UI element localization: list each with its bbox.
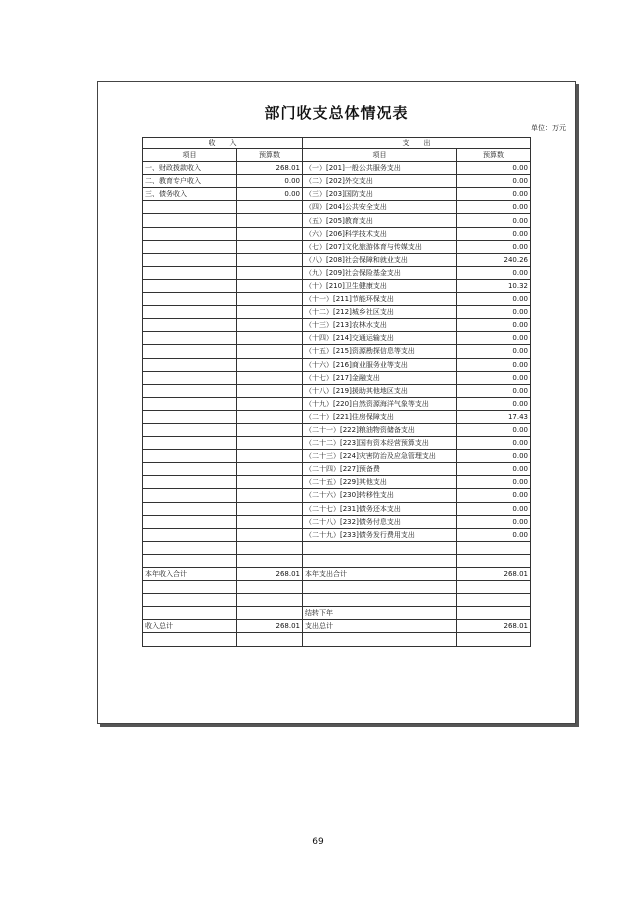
- expense-amount-cell: 0.00: [457, 240, 531, 253]
- expense-amount-cell: 0.00: [457, 332, 531, 345]
- expense-item-cell: （二十九）[233]债务发行费用支出: [303, 528, 457, 541]
- expense-item-cell: （二十二）[223]国有资本经营预算支出: [303, 437, 457, 450]
- expense-amount-cell: 0.00: [457, 476, 531, 489]
- expense-item-cell: （十九）[220]自然资源海洋气象等支出: [303, 397, 457, 410]
- table-row: [143, 423, 531, 436]
- income-item-cell: [143, 515, 237, 528]
- expense-amount-cell: 268.01: [457, 620, 531, 633]
- income-item-cell: [143, 463, 237, 476]
- expense-item-cell: [303, 581, 457, 594]
- expense-item-cell: （一）[201]一般公共服务支出: [303, 162, 457, 175]
- table-row: [143, 502, 531, 515]
- income-amount-cell: [237, 476, 303, 489]
- income-item-cell: [143, 358, 237, 371]
- income-section-header: 收 入: [143, 138, 303, 149]
- income-item-cell: [143, 437, 237, 450]
- expense-amount-cell: 0.00: [457, 201, 531, 214]
- expense-item-cell: （七）[207]文化旅游体育与传媒支出: [303, 240, 457, 253]
- income-amount-cell: [237, 227, 303, 240]
- expense-amount-cell: 0.00: [457, 266, 531, 279]
- income-item-cell: [143, 345, 237, 358]
- income-item-cell: 二、教育专户收入: [143, 175, 237, 188]
- expense-item-cell: （九）[209]社会保险基金支出: [303, 266, 457, 279]
- table-row: [143, 607, 531, 620]
- income-amount-cell: [237, 332, 303, 345]
- expense-amount-cell: [457, 594, 531, 607]
- table-row: [143, 581, 531, 594]
- income-item-cell: [143, 607, 237, 620]
- expense-item-cell: （十三）[213]农林水支出: [303, 319, 457, 332]
- expense-item-cell: （二十五）[229]其他支出: [303, 476, 457, 489]
- expense-item-cell: （二十七）[231]债务还本支出: [303, 502, 457, 515]
- table-row: [143, 384, 531, 397]
- table-row: [143, 227, 531, 240]
- income-amount-cell: [237, 201, 303, 214]
- expense-amount-cell: [457, 581, 531, 594]
- table-row: [143, 476, 531, 489]
- table-row: [143, 358, 531, 371]
- expense-item-cell: [303, 633, 457, 646]
- table-row: [143, 306, 531, 319]
- table-row: [143, 266, 531, 279]
- expense-amount-cell: 0.00: [457, 175, 531, 188]
- expense-item-cell: （八）[208]社会保障和就业支出: [303, 253, 457, 266]
- income-item-cell: 三、债务收入: [143, 188, 237, 201]
- income-amount-cell: [237, 581, 303, 594]
- table-row: [143, 279, 531, 292]
- income-amount-cell: 0.00: [237, 188, 303, 201]
- expense-amount-cell: 0.00: [457, 214, 531, 227]
- income-amount-cell: 268.01: [237, 162, 303, 175]
- income-amount-cell: [237, 554, 303, 567]
- expense-amount-cell: 268.01: [457, 568, 531, 581]
- expense-item-cell: （十二）[212]城乡社区支出: [303, 306, 457, 319]
- income-item-cell: [143, 227, 237, 240]
- income-amount-cell: [237, 279, 303, 292]
- income-item-cell: [143, 476, 237, 489]
- income-item-cell: [143, 332, 237, 345]
- table-row: [143, 293, 531, 306]
- income-amount-cell: [237, 463, 303, 476]
- income-amount-cell: [237, 397, 303, 410]
- table-row: [143, 410, 531, 423]
- income-item-header: 项目: [143, 149, 237, 162]
- unit-label: 单位：万元: [531, 124, 566, 132]
- income-amount-cell: [237, 541, 303, 554]
- income-item-cell: [143, 489, 237, 502]
- table-row: [143, 463, 531, 476]
- table-row: [143, 620, 531, 633]
- income-item-cell: [143, 633, 237, 646]
- expense-item-cell: （二十六）[230]转移性支出: [303, 489, 457, 502]
- income-item-cell: [143, 581, 237, 594]
- income-item-cell: [143, 319, 237, 332]
- expense-amount-cell: 0.00: [457, 293, 531, 306]
- expense-item-cell: 支出总计: [303, 620, 457, 633]
- expense-amount-cell: [457, 541, 531, 554]
- table-row: [143, 253, 531, 266]
- expense-item-cell: （二）[202]外交支出: [303, 175, 457, 188]
- table-row: [143, 371, 531, 384]
- expense-amount-cell: 0.00: [457, 489, 531, 502]
- report-title: 部门收支总体情况表: [264, 104, 409, 122]
- income-amount-cell: [237, 450, 303, 463]
- expense-item-header: 项目: [303, 149, 457, 162]
- table-row: [143, 332, 531, 345]
- income-item-cell: [143, 371, 237, 384]
- expense-item-cell: （三）[203]国防支出: [303, 188, 457, 201]
- income-amount-cell: [237, 240, 303, 253]
- expense-amount-cell: 0.00: [457, 227, 531, 240]
- expense-item-cell: （十四）[214]交通运输支出: [303, 332, 457, 345]
- income-amount-cell: [237, 384, 303, 397]
- expense-amount-cell: 0.00: [457, 162, 531, 175]
- income-item-cell: [143, 541, 237, 554]
- income-item-cell: 本年收入合计: [143, 568, 237, 581]
- income-item-cell: [143, 502, 237, 515]
- expense-item-cell: （二十四）[227]预备费: [303, 463, 457, 476]
- expense-amount-cell: 0.00: [457, 397, 531, 410]
- expense-item-cell: （十八）[219]援助其他地区支出: [303, 384, 457, 397]
- table-row: [143, 515, 531, 528]
- expense-amount-cell: 17.43: [457, 410, 531, 423]
- expense-amount-cell: 0.00: [457, 384, 531, 397]
- table-row: [143, 162, 531, 175]
- expense-item-cell: （二十三）[224]灾害防治及应急管理支出: [303, 450, 457, 463]
- table-row: [143, 214, 531, 227]
- income-amount-cell: 268.01: [237, 620, 303, 633]
- expense-item-cell: [303, 554, 457, 567]
- income-amount-cell: [237, 515, 303, 528]
- report-frame: [97, 81, 576, 724]
- table-row: [143, 489, 531, 502]
- expense-amount-cell: 0.00: [457, 515, 531, 528]
- table-row: [143, 541, 531, 554]
- expense-amount-cell: 0.00: [457, 306, 531, 319]
- table-row: [143, 175, 531, 188]
- table-row: [143, 319, 531, 332]
- table-row: [143, 240, 531, 253]
- income-amount-cell: [237, 345, 303, 358]
- expense-item-cell: 本年支出合计: [303, 568, 457, 581]
- expense-item-cell: （十六）[216]商业服务业等支出: [303, 358, 457, 371]
- table-row: [143, 437, 531, 450]
- expense-amount-cell: 0.00: [457, 188, 531, 201]
- expense-item-cell: [303, 594, 457, 607]
- income-amount-cell: [237, 358, 303, 371]
- income-amount-cell: [237, 437, 303, 450]
- income-amount-cell: [237, 489, 303, 502]
- expense-item-cell: （十五）[215]资源勘探信息等支出: [303, 345, 457, 358]
- income-item-cell: [143, 384, 237, 397]
- expense-amount-cell: 0.00: [457, 371, 531, 384]
- income-item-cell: [143, 450, 237, 463]
- expense-item-cell: 结转下年: [303, 607, 457, 620]
- table-row: [143, 397, 531, 410]
- table-row: [143, 554, 531, 567]
- table-row: [143, 450, 531, 463]
- column-header-row: [143, 149, 531, 162]
- income-item-cell: [143, 554, 237, 567]
- expense-item-cell: （二十八）[232]债务付息支出: [303, 515, 457, 528]
- table-row: [143, 528, 531, 541]
- income-item-cell: [143, 397, 237, 410]
- expense-amount-cell: 0.00: [457, 345, 531, 358]
- table-row: [143, 633, 531, 646]
- expense-section-header: 支 出: [303, 138, 531, 149]
- expense-amount-cell: 0.00: [457, 437, 531, 450]
- expense-amount-cell: 0.00: [457, 502, 531, 515]
- expense-amount-cell: [457, 633, 531, 646]
- income-amount-cell: [237, 502, 303, 515]
- expense-item-cell: （十一）[211]节能环保支出: [303, 293, 457, 306]
- income-amount-cell: [237, 306, 303, 319]
- income-item-cell: [143, 266, 237, 279]
- expense-item-cell: （二十）[221]住房保障支出: [303, 410, 457, 423]
- expense-item-cell: （二十一）[222]粮油物资储备支出: [303, 423, 457, 436]
- expense-amount-cell: 0.00: [457, 319, 531, 332]
- income-item-cell: [143, 423, 237, 436]
- expense-item-cell: （十七）[217]金融支出: [303, 371, 457, 384]
- income-amount-cell: [237, 253, 303, 266]
- income-item-cell: [143, 410, 237, 423]
- table-row: [143, 345, 531, 358]
- income-amount-cell: [237, 594, 303, 607]
- expense-amount-cell: 0.00: [457, 528, 531, 541]
- income-amount-cell: [237, 633, 303, 646]
- income-item-cell: [143, 214, 237, 227]
- page-number: 69: [312, 837, 324, 847]
- income-item-cell: [143, 253, 237, 266]
- income-amount-cell: [237, 319, 303, 332]
- income-item-cell: [143, 293, 237, 306]
- income-amount-cell: [237, 528, 303, 541]
- expense-item-cell: （十）[210]卫生健康支出: [303, 279, 457, 292]
- income-amount-cell: 0.00: [237, 175, 303, 188]
- expense-budget-header: 预算数: [457, 149, 531, 162]
- expense-amount-cell: 0.00: [457, 463, 531, 476]
- income-budget-header: 预算数: [237, 149, 303, 162]
- expense-amount-cell: 0.00: [457, 450, 531, 463]
- expense-item-cell: （六）[206]科学技术支出: [303, 227, 457, 240]
- expense-amount-cell: 0.00: [457, 358, 531, 371]
- income-amount-cell: [237, 423, 303, 436]
- income-amount-cell: [237, 410, 303, 423]
- income-amount-cell: [237, 293, 303, 306]
- income-amount-cell: [237, 371, 303, 384]
- income-item-cell: 一、财政拨款收入: [143, 162, 237, 175]
- income-item-cell: [143, 528, 237, 541]
- expense-amount-cell: [457, 554, 531, 567]
- expense-item-cell: （五）[205]教育支出: [303, 214, 457, 227]
- table-row: [143, 188, 531, 201]
- table-row: [143, 568, 531, 581]
- table-row: [143, 201, 531, 214]
- table-body: [143, 162, 531, 646]
- income-item-cell: [143, 240, 237, 253]
- income-amount-cell: [237, 214, 303, 227]
- expense-amount-cell: [457, 607, 531, 620]
- expense-amount-cell: 0.00: [457, 423, 531, 436]
- expense-item-cell: [303, 541, 457, 554]
- income-amount-cell: [237, 607, 303, 620]
- section-header-row: [143, 138, 531, 149]
- expense-amount-cell: 240.26: [457, 253, 531, 266]
- income-item-cell: 收入总计: [143, 620, 237, 633]
- expense-item-cell: （四）[204]公共安全支出: [303, 201, 457, 214]
- budget-table: [142, 137, 531, 647]
- income-amount-cell: [237, 266, 303, 279]
- table-row: [143, 594, 531, 607]
- income-item-cell: [143, 594, 237, 607]
- income-amount-cell: 268.01: [237, 568, 303, 581]
- income-item-cell: [143, 201, 237, 214]
- income-item-cell: [143, 279, 237, 292]
- expense-amount-cell: 10.32: [457, 279, 531, 292]
- income-item-cell: [143, 306, 237, 319]
